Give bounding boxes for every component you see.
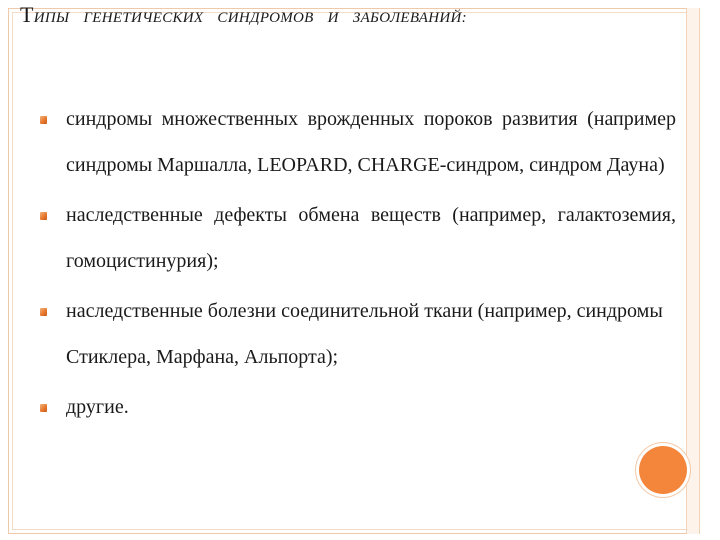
slide-side-strip — [686, 8, 700, 534]
bullet-icon — [40, 404, 47, 412]
bullet-icon — [40, 308, 47, 316]
list-item-text: наследственные болезни соединительной ткани (например, синдромы Стиклера, Марфана, Альпорта); — [66, 300, 663, 368]
title-text: ИПЫ ГЕНЕТИЧЕСКИХ СИНДРОМОВ И ЗАБОЛЕВАНИЙ: — [33, 10, 467, 26]
list-item-text: синдромы множественных врожденных пороков развития (например синдромы Маршалла, LEOPARD, CHARGE-синдром, синдром Дауна) — [66, 108, 676, 176]
list-item — [36, 288, 676, 380]
bullet-list — [36, 96, 676, 434]
bullet-icon — [40, 212, 47, 220]
list-item — [36, 96, 676, 188]
list-item — [36, 192, 676, 284]
decorative-circle — [639, 446, 687, 494]
list-item-text: другие. — [66, 396, 129, 418]
bullet-icon — [40, 116, 47, 124]
list-item-text: наследственные дефекты обмена веществ (например, галактоземия, гомоцистинурия); — [66, 204, 676, 272]
slide-title — [20, 2, 680, 28]
title-first-letter: Т — [20, 2, 34, 27]
list-item — [36, 384, 676, 430]
